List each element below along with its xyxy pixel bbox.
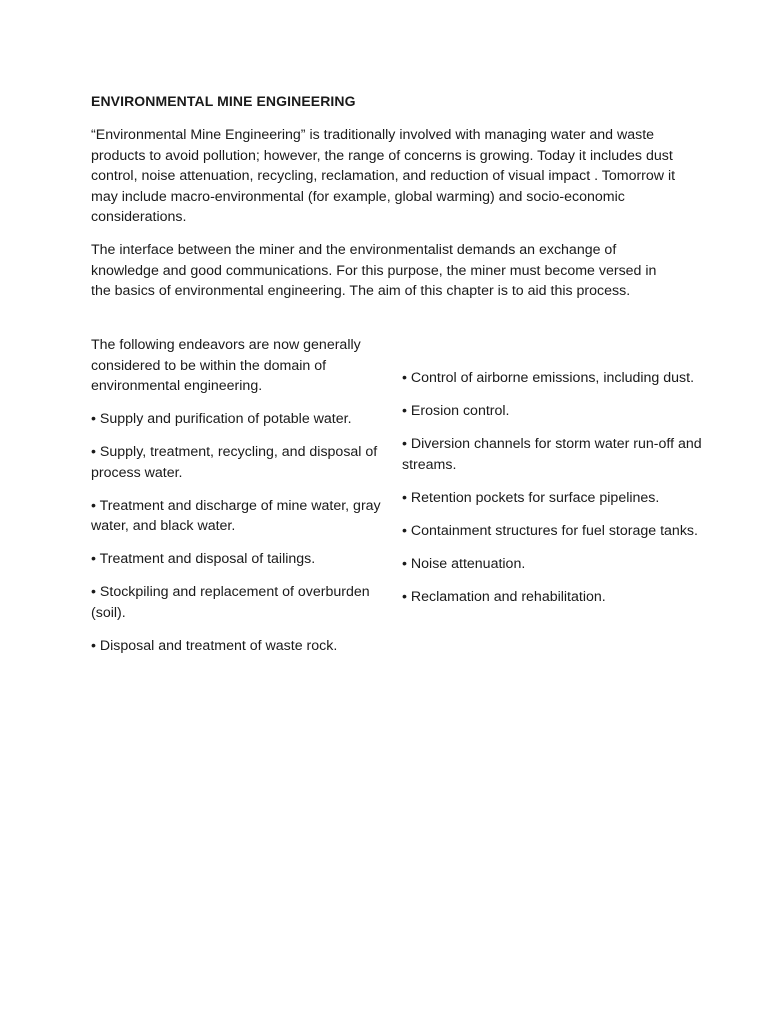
list-item: • Diversion channels for storm water run-off and streams. (402, 436, 702, 473)
paragraph-intro: “Environmental Mine Engineering” is traditionally involved with managing water and waste products to avoid pollution; however, the range of concerns is growing. Today it includes dust control, noise attenuation, recycling, reclamation, and reduction of visual impact . Tomorrow it may include macro-environmental (for example, global warming) and socio-economic considerations. (91, 127, 676, 225)
list-item: • Reclamation and rehabilitation. (402, 588, 606, 605)
list-item: • Stockpiling and replacement of overburden (soil). (91, 584, 370, 621)
right-column (402, 368, 702, 620)
list-item: • Containment structures for fuel storage tanks. (402, 522, 698, 539)
left-column (91, 335, 391, 669)
list-item: • Treatment and disposal of tailings. (91, 551, 316, 567)
endeavors-intro: The following endeavors are now generally considered to be within the domain of environmental engineering. (91, 337, 361, 394)
list-item: • Treatment and discharge of mine water, gray water, and black water. (91, 497, 381, 534)
list-item: • Erosion control. (402, 403, 510, 419)
list-item: • Supply and purification of potable water. (91, 411, 352, 427)
paragraph-interface: The interface between the miner and the environmentalist demands an exchange of knowledge and good communications. For this purpose, the miner must become versed in the basics of environmental engineering. The aim of this chapter is to aid this process. (91, 242, 657, 299)
list-item: • Control of airborne emissions, including dust. (402, 370, 695, 386)
document-title: ENVIRONMENTAL MINE ENGINEERING (91, 93, 356, 109)
list-item: • Retention pockets for surface pipelines. (402, 489, 660, 506)
list-item: • Noise attenuation. (402, 555, 526, 572)
list-item: • Supply, treatment, recycling, and disposal of process water. (91, 444, 378, 481)
list-item: • Disposal and treatment of waste rock. (91, 637, 338, 654)
